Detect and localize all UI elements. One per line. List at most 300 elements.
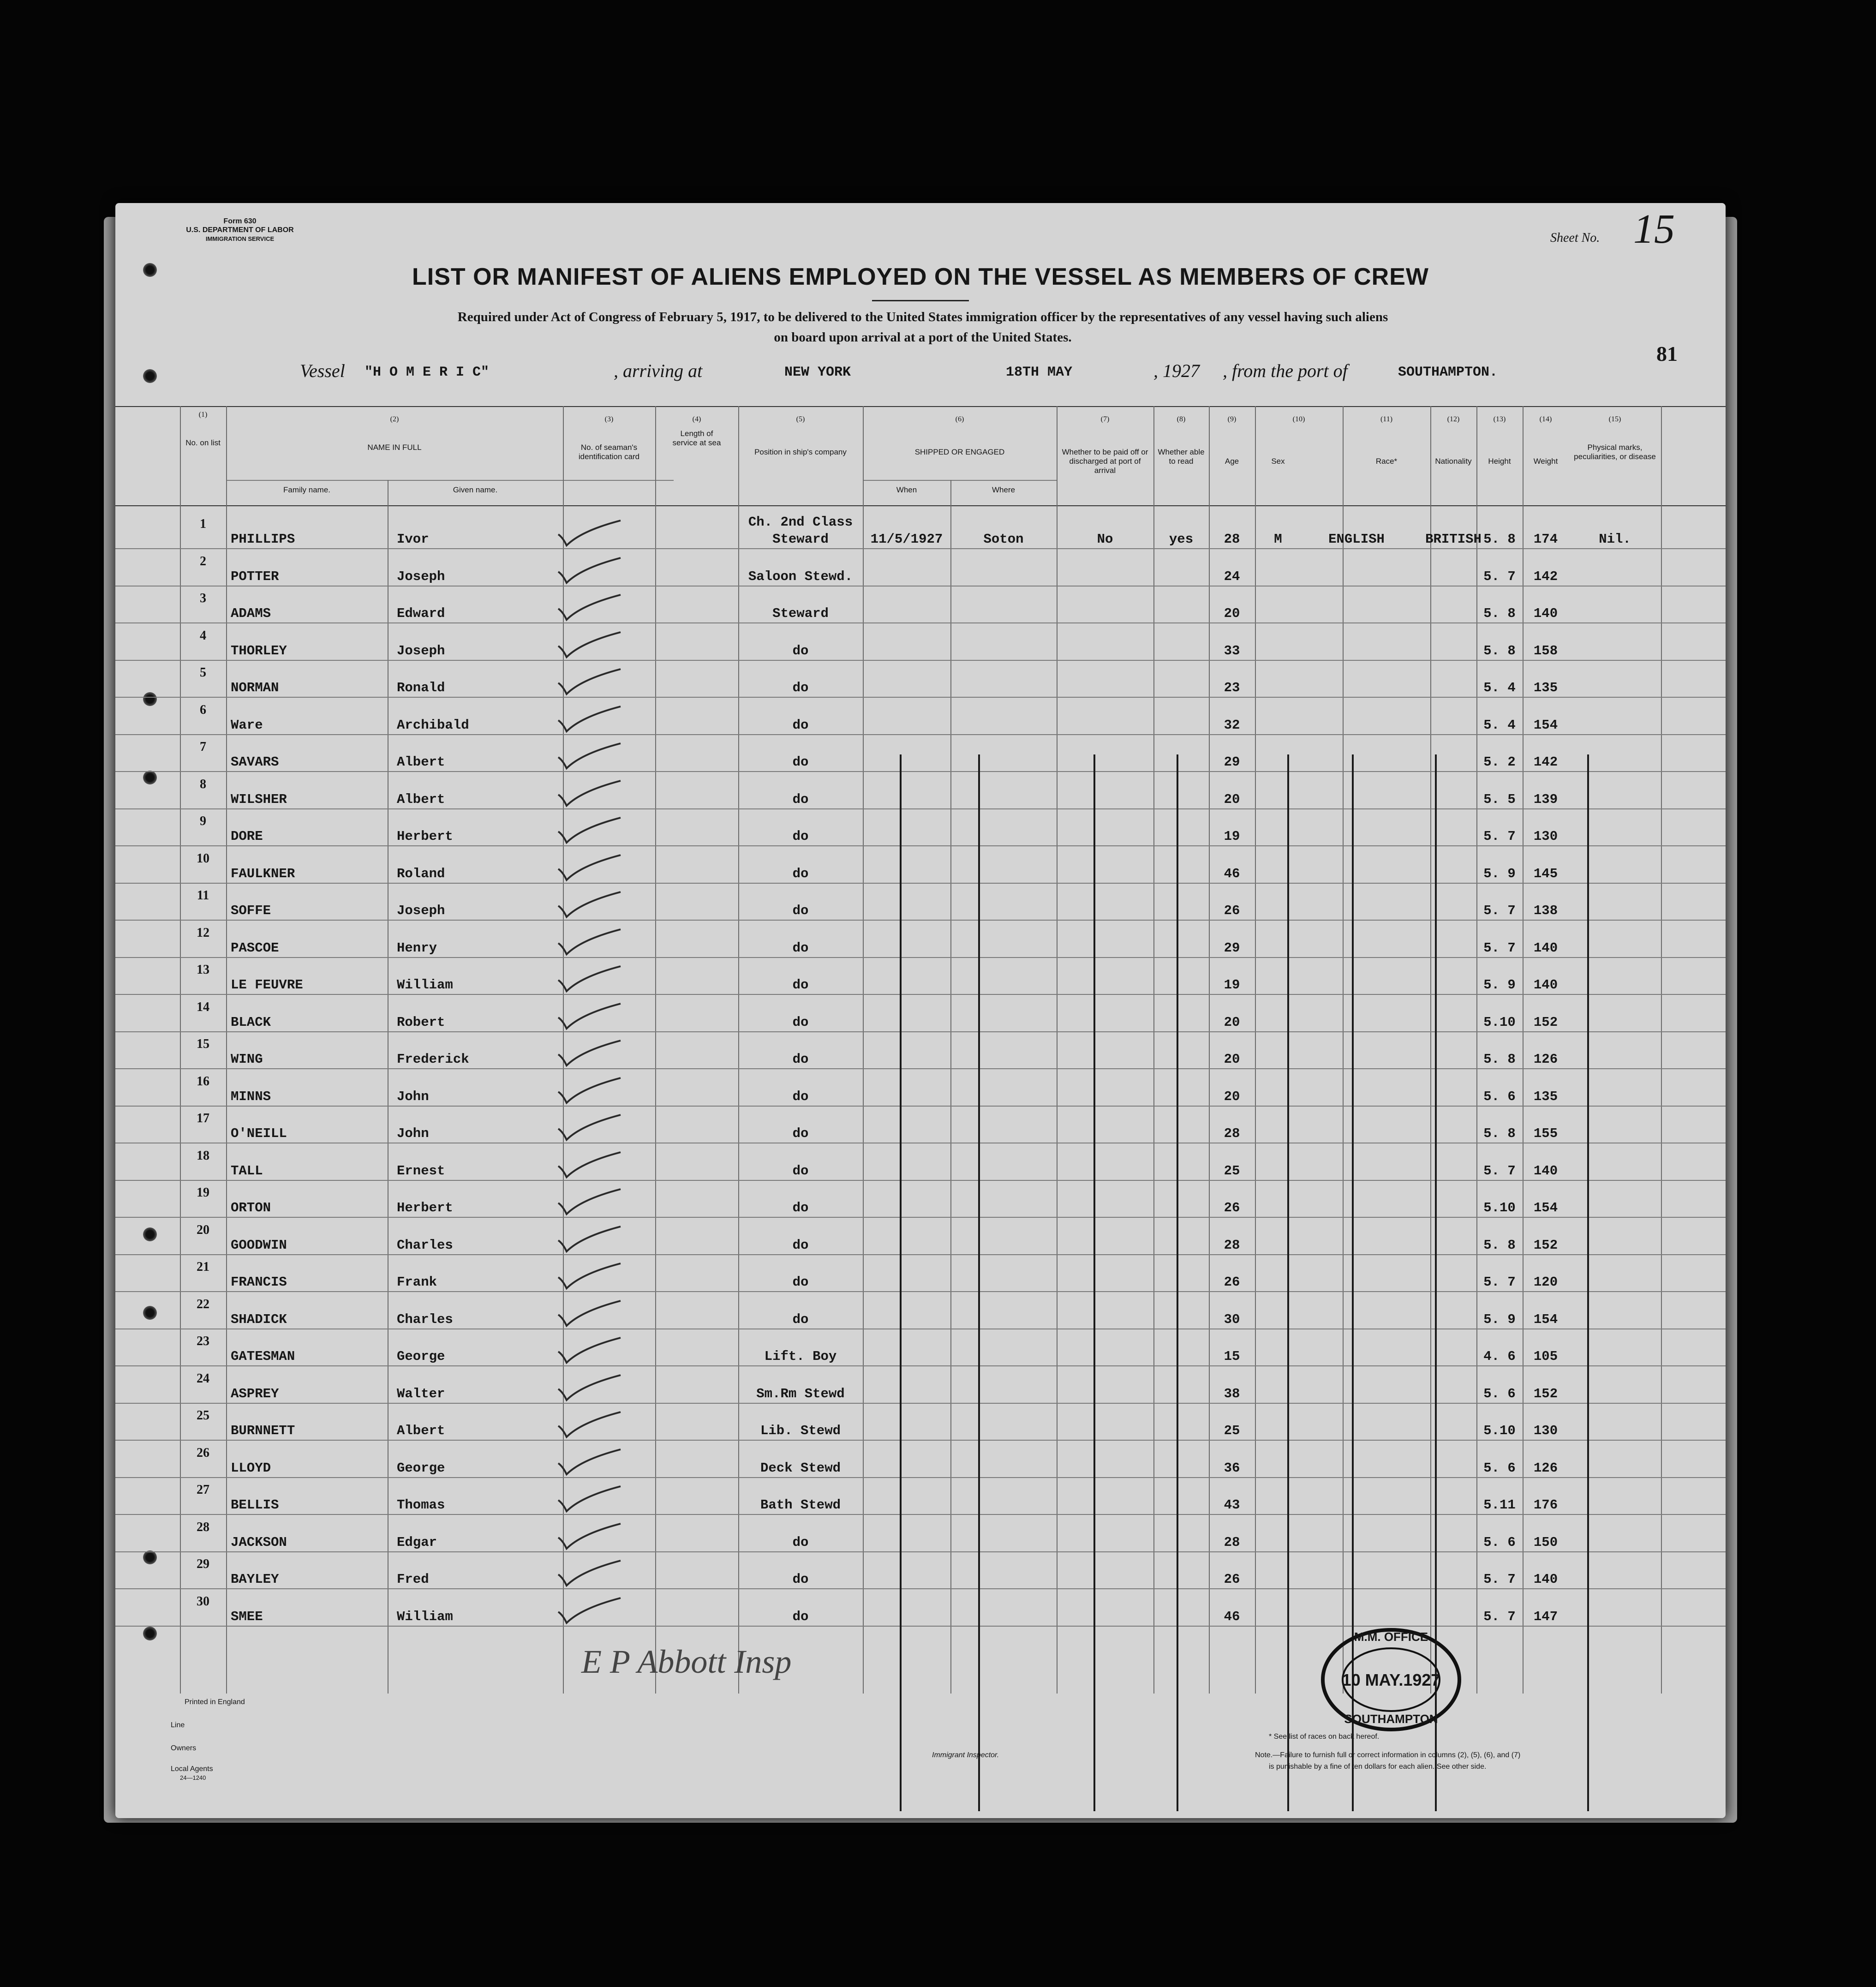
cell-position: do bbox=[792, 1014, 809, 1030]
cell-family: NORMAN bbox=[231, 680, 279, 695]
footer-agents-code: 24—1240 bbox=[180, 1774, 206, 1781]
cell-height: 5. 8 bbox=[1483, 643, 1516, 658]
cell-height: 5. 7 bbox=[1483, 1275, 1516, 1290]
cell-no: 6 bbox=[200, 702, 206, 717]
cell-no: 29 bbox=[197, 1557, 209, 1571]
cell-height: 5. 4 bbox=[1483, 717, 1516, 733]
service: IMMIGRATION SERVICE bbox=[205, 235, 275, 242]
cell-where: Soton bbox=[983, 532, 1024, 547]
cell-given: Henry bbox=[397, 940, 437, 956]
table-row bbox=[115, 735, 1726, 772]
cell-age: 24 bbox=[1224, 569, 1240, 584]
punch-hole bbox=[143, 1627, 157, 1640]
cell-position: Bath Stewd bbox=[760, 1497, 841, 1513]
cell-age: 29 bbox=[1224, 940, 1240, 956]
penalty-note-2: is punishable by a fine of ten dollars for each alien. See other side. bbox=[1269, 1763, 1487, 1771]
col-head-race: Race* bbox=[1375, 457, 1398, 466]
cell-age: 20 bbox=[1224, 1014, 1240, 1030]
cell-no: 1 bbox=[200, 517, 206, 531]
cell-given: Charles bbox=[397, 1237, 453, 1253]
col-num: (6) bbox=[955, 415, 964, 423]
cell-no: 3 bbox=[200, 591, 206, 605]
arrival-year: , 1927 bbox=[1153, 360, 1200, 381]
cell-height: 5. 8 bbox=[1483, 606, 1516, 621]
check-mark bbox=[554, 1446, 627, 1478]
cell-given: Frederick bbox=[397, 1052, 469, 1067]
check-mark bbox=[554, 1111, 627, 1143]
col-head-length: Length of service at sea bbox=[672, 429, 721, 447]
check-mark bbox=[554, 1149, 627, 1181]
cell-weight: 105 bbox=[1533, 1349, 1558, 1364]
cell-family: SOFFE bbox=[231, 903, 271, 918]
cell-height: 5. 6 bbox=[1483, 1089, 1516, 1104]
check-mark bbox=[554, 1334, 627, 1366]
col-sub-family: Family name. bbox=[283, 485, 331, 494]
cell-family: BLACK bbox=[231, 1014, 271, 1030]
cell-weight: 130 bbox=[1533, 1423, 1558, 1438]
cell-family: LLOYD bbox=[231, 1460, 271, 1476]
table-row bbox=[115, 698, 1726, 735]
check-mark bbox=[554, 851, 627, 884]
cell-weight: 138 bbox=[1533, 903, 1558, 918]
cell-family: ASPREY bbox=[231, 1386, 279, 1401]
cell-sex: M bbox=[1274, 532, 1282, 547]
cell-position: do bbox=[792, 1609, 809, 1624]
cell-position: do bbox=[792, 1052, 809, 1067]
col-num: (12) bbox=[1447, 415, 1460, 423]
cell-given: Robert bbox=[397, 1014, 445, 1030]
col-head-age: Age bbox=[1225, 457, 1239, 466]
cell-position: do bbox=[792, 940, 809, 956]
cell-weight: 142 bbox=[1533, 569, 1558, 584]
cell-position: do bbox=[792, 1200, 809, 1215]
header-bottom-rule bbox=[115, 505, 1726, 506]
cell-weight: 154 bbox=[1533, 1311, 1558, 1327]
cell-when: 11/5/1927 bbox=[870, 532, 943, 547]
col-num: (5) bbox=[796, 415, 805, 423]
cell-family: JACKSON bbox=[231, 1534, 287, 1550]
cell-height: 5. 7 bbox=[1483, 903, 1516, 918]
vessel-label: Vessel bbox=[300, 360, 345, 381]
cell-family: DORE bbox=[231, 829, 263, 844]
cell-weight: 145 bbox=[1533, 866, 1558, 881]
cell-weight: 140 bbox=[1533, 940, 1558, 956]
cell-family: GATESMAN bbox=[231, 1349, 295, 1364]
cell-age: 19 bbox=[1224, 829, 1240, 844]
cell-given: Herbert bbox=[397, 829, 453, 844]
cell-position: do bbox=[792, 680, 809, 695]
cell-position: Lib. Stewd bbox=[760, 1423, 841, 1438]
cell-height: 5. 7 bbox=[1483, 829, 1516, 844]
cell-given: Ronald bbox=[397, 680, 445, 695]
table-row bbox=[115, 1181, 1726, 1218]
cell-weight: 142 bbox=[1533, 754, 1558, 770]
cell-position: do bbox=[792, 829, 809, 844]
cell-family: POTTER bbox=[231, 569, 279, 584]
table-row bbox=[115, 1329, 1726, 1366]
cell-given: Thomas bbox=[397, 1497, 445, 1513]
cell-no: 23 bbox=[197, 1334, 209, 1348]
cell-age: 25 bbox=[1224, 1423, 1240, 1438]
col-num: (7) bbox=[1100, 415, 1110, 423]
cell-age: 36 bbox=[1224, 1460, 1240, 1476]
cell-height: 5. 7 bbox=[1483, 1609, 1516, 1624]
check-mark bbox=[554, 1520, 627, 1552]
cell-weight: 139 bbox=[1533, 791, 1558, 807]
col-num: (3) bbox=[604, 415, 614, 423]
form-number: Form 630 bbox=[223, 217, 257, 225]
col-num: (8) bbox=[1177, 415, 1186, 423]
cell-age: 28 bbox=[1224, 1534, 1240, 1550]
footer-agents: Local Agents bbox=[171, 1765, 213, 1773]
cell-weight: 135 bbox=[1533, 680, 1558, 695]
cell-height: 5. 7 bbox=[1483, 940, 1516, 956]
cell-age: 26 bbox=[1224, 1200, 1240, 1215]
cell-given: Joseph bbox=[397, 643, 445, 658]
cell-age: 43 bbox=[1224, 1497, 1240, 1513]
cell-no: 16 bbox=[197, 1074, 209, 1089]
subtitle-line1: Required under Act of Congress of February 5, 1917, to be delivered to the United States immigration officer by the representatives of any vessel having such aliens bbox=[457, 310, 1388, 324]
vessel-name: "H O M E R I C" bbox=[364, 365, 490, 380]
cell-height: 5. 6 bbox=[1483, 1534, 1516, 1550]
cell-no: 25 bbox=[197, 1408, 209, 1423]
table-row bbox=[115, 550, 1726, 587]
ditto-line bbox=[1093, 754, 1095, 1811]
arrival-port: NEW YORK bbox=[784, 365, 851, 380]
table-row bbox=[115, 1218, 1726, 1255]
cell-position: Saloon Stewd. bbox=[748, 569, 853, 584]
check-mark bbox=[554, 1074, 627, 1107]
sheet-number: 15 bbox=[1633, 206, 1675, 252]
cell-no: 19 bbox=[197, 1185, 209, 1200]
inspector-label: Immigrant Inspector. bbox=[932, 1751, 999, 1759]
check-mark bbox=[554, 963, 627, 995]
cell-given: Albert bbox=[397, 1423, 445, 1438]
cell-no: 26 bbox=[197, 1445, 209, 1460]
cell-age: 38 bbox=[1224, 1386, 1240, 1401]
cell-weight: 152 bbox=[1533, 1386, 1558, 1401]
col-num: (14) bbox=[1539, 415, 1552, 423]
cell-given: George bbox=[397, 1349, 445, 1364]
check-mark bbox=[554, 888, 627, 921]
cell-age: 20 bbox=[1224, 1052, 1240, 1067]
cell-weight: 126 bbox=[1533, 1052, 1558, 1067]
cell-given: William bbox=[397, 977, 453, 993]
page-number: 81 bbox=[1656, 342, 1678, 365]
table-row bbox=[115, 995, 1726, 1032]
col-head-sex: Sex bbox=[1271, 457, 1285, 466]
table-row bbox=[115, 1552, 1726, 1589]
cell-height: 5. 4 bbox=[1483, 680, 1516, 695]
cell-age: 28 bbox=[1224, 1126, 1240, 1141]
col-head-marks: Physical marks, peculiarities, or disease bbox=[1574, 443, 1656, 461]
check-mark bbox=[554, 1037, 627, 1069]
row-rule bbox=[115, 1626, 1726, 1627]
cell-family: ADAMS bbox=[231, 606, 271, 621]
ditto-line bbox=[1177, 754, 1178, 1811]
check-mark bbox=[554, 777, 627, 809]
stamp-office: M.M. OFFICE bbox=[1354, 1630, 1428, 1644]
stamp-place: SOUTHAMPTON bbox=[1344, 1712, 1438, 1726]
cell-given: Albert bbox=[397, 791, 445, 807]
check-mark bbox=[554, 814, 627, 846]
col-sub-when: When bbox=[896, 485, 917, 494]
cell-weight: 140 bbox=[1533, 977, 1558, 993]
check-mark bbox=[554, 1371, 627, 1404]
col-num: (4) bbox=[692, 415, 701, 423]
cell-family: SAVARS bbox=[231, 754, 279, 770]
document-title: LIST OR MANIFEST OF ALIENS EMPLOYED ON THE VESSEL AS MEMBERS OF CREW bbox=[412, 263, 1429, 290]
cell-height: 5. 6 bbox=[1483, 1460, 1516, 1476]
cell-weight: 152 bbox=[1533, 1014, 1558, 1030]
cell-weight: 140 bbox=[1533, 1572, 1558, 1587]
title-rule bbox=[872, 300, 969, 301]
cell-height: 5. 7 bbox=[1483, 1163, 1516, 1179]
table-top-rule bbox=[115, 406, 1726, 407]
cell-age: 26 bbox=[1224, 1275, 1240, 1290]
col-num: (2) bbox=[390, 415, 399, 423]
arrival-date: 18TH MAY bbox=[1006, 365, 1073, 380]
ditto-line bbox=[1287, 754, 1289, 1811]
cell-weight: 135 bbox=[1533, 1089, 1558, 1104]
check-mark bbox=[554, 1408, 627, 1441]
subtitle bbox=[300, 307, 1546, 347]
cell-family: WILSHER bbox=[231, 791, 287, 807]
table-row bbox=[115, 884, 1726, 921]
cell-age: 20 bbox=[1224, 791, 1240, 807]
col-head-id-card: No. of seaman's identification card bbox=[578, 443, 640, 461]
cell-position: do bbox=[792, 1126, 809, 1141]
cell-height: 5. 6 bbox=[1483, 1386, 1516, 1401]
cell-weight: 154 bbox=[1533, 1200, 1558, 1215]
from-label: , from the port of bbox=[1223, 360, 1348, 381]
cell-family: ORTON bbox=[231, 1200, 271, 1215]
cell-age: 30 bbox=[1224, 1311, 1240, 1327]
cell-height: 4. 6 bbox=[1483, 1349, 1516, 1364]
cell-family: SMEE bbox=[231, 1609, 263, 1624]
cell-given: Albert bbox=[397, 754, 445, 770]
cell-age: 20 bbox=[1224, 606, 1240, 621]
cell-height: 5.11 bbox=[1483, 1497, 1516, 1513]
ditto-line bbox=[978, 754, 980, 1811]
cell-given: Roland bbox=[397, 866, 445, 881]
cell-family: FRANCIS bbox=[231, 1275, 287, 1290]
cell-given: William bbox=[397, 1609, 453, 1624]
table-row bbox=[115, 1255, 1726, 1292]
cell-position: do bbox=[792, 754, 809, 770]
cell-no: 18 bbox=[197, 1148, 209, 1163]
cell-position: do bbox=[792, 1089, 809, 1104]
cell-given: Charles bbox=[397, 1311, 453, 1327]
table-row bbox=[115, 512, 1726, 549]
check-mark bbox=[554, 1557, 627, 1589]
cell-height: 5. 7 bbox=[1483, 569, 1516, 584]
col-head-weight: Weight bbox=[1533, 457, 1558, 466]
table-row bbox=[115, 661, 1726, 698]
cell-position: do bbox=[792, 903, 809, 918]
cell-position: Ch. 2nd Class bbox=[748, 515, 853, 530]
races-note: * See list of races on back hereof. bbox=[1269, 1733, 1380, 1741]
cell-height: 5. 9 bbox=[1483, 1311, 1516, 1327]
cell-given: Edward bbox=[397, 606, 445, 621]
cell-given: Ernest bbox=[397, 1163, 445, 1179]
cell-weight: 140 bbox=[1533, 606, 1558, 621]
cell-no: 14 bbox=[197, 999, 209, 1014]
col-num: (13) bbox=[1493, 415, 1506, 423]
cell-no: 10 bbox=[197, 851, 209, 866]
ditto-line bbox=[900, 754, 902, 1811]
cell-position: Steward bbox=[772, 606, 829, 621]
cell-no: 22 bbox=[197, 1297, 209, 1311]
cell-given: Joseph bbox=[397, 903, 445, 918]
cell-position: do bbox=[792, 643, 809, 658]
cell-age: 25 bbox=[1224, 1163, 1240, 1179]
cell-weight: 150 bbox=[1533, 1534, 1558, 1550]
cell-family: BELLIS bbox=[231, 1497, 279, 1513]
cell-height: 5. 9 bbox=[1483, 866, 1516, 881]
cell-height: 5. 2 bbox=[1483, 754, 1516, 770]
cell-given: Herbert bbox=[397, 1200, 453, 1215]
cell-no: 20 bbox=[197, 1222, 209, 1237]
cell-age: 33 bbox=[1224, 643, 1240, 658]
check-mark bbox=[554, 628, 627, 661]
cell-no: 24 bbox=[197, 1371, 209, 1386]
cell-nationality: BRITISH bbox=[1425, 532, 1482, 547]
cell-weight: 176 bbox=[1533, 1497, 1558, 1513]
table-row bbox=[115, 772, 1726, 809]
cell-family: BAYLEY bbox=[231, 1572, 279, 1587]
penalty-note-1: Note.—Failure to furnish full or correct information in columns (2), (5), (6), and (7) bbox=[1255, 1751, 1521, 1759]
cell-age: 15 bbox=[1224, 1349, 1240, 1364]
cell-no: 4 bbox=[200, 628, 206, 643]
cell-position: do bbox=[792, 1237, 809, 1253]
table-row bbox=[115, 1070, 1726, 1107]
col-head-position: Position in ship's company bbox=[754, 448, 847, 456]
cell-weight: 154 bbox=[1533, 717, 1558, 733]
cell-height: 5. 8 bbox=[1483, 532, 1516, 547]
col-head-name: NAME IN FULL bbox=[367, 443, 422, 452]
cell-given: Ivor bbox=[397, 532, 429, 547]
cell-family: TALL bbox=[231, 1163, 263, 1179]
inspector-signature: E P Abbott Insp bbox=[581, 1643, 792, 1680]
col-head-paid-off: Whether to be paid off or discharged at port of arrival bbox=[1062, 448, 1148, 475]
shipped-sub-rule bbox=[863, 480, 1057, 481]
cell-age: 28 bbox=[1224, 532, 1240, 547]
cell-read: yes bbox=[1169, 532, 1194, 547]
cell-no: 11 bbox=[197, 888, 209, 903]
cell-position-line2: Steward bbox=[772, 532, 829, 547]
cell-no: 5 bbox=[200, 665, 206, 680]
cell-age: 32 bbox=[1224, 717, 1240, 733]
col-head-shipped: SHIPPED OR ENGAGED bbox=[914, 448, 1005, 456]
cell-weight: 152 bbox=[1533, 1237, 1558, 1253]
cell-given: Walter bbox=[397, 1386, 445, 1401]
punch-hole bbox=[143, 369, 157, 383]
check-mark bbox=[554, 1000, 627, 1032]
footer-line: Line bbox=[171, 1721, 185, 1729]
table-row bbox=[115, 1144, 1726, 1181]
cell-family: BURNNETT bbox=[231, 1423, 295, 1438]
cell-age: 28 bbox=[1224, 1237, 1240, 1253]
cell-family: GOODWIN bbox=[231, 1237, 287, 1253]
col-head-nationality: Nationality bbox=[1435, 457, 1472, 466]
cell-position: do bbox=[792, 1311, 809, 1327]
check-mark bbox=[554, 591, 627, 623]
cell-given: Joseph bbox=[397, 569, 445, 584]
check-mark bbox=[554, 1483, 627, 1515]
cell-no: 8 bbox=[200, 777, 206, 791]
table-row bbox=[115, 847, 1726, 884]
table-row bbox=[115, 958, 1726, 995]
col-head-height: Height bbox=[1488, 457, 1511, 466]
cell-position: Lift. Boy bbox=[764, 1349, 837, 1364]
cell-given: Archibald bbox=[397, 717, 469, 733]
check-mark bbox=[554, 1260, 627, 1292]
cell-family: THORLEY bbox=[231, 643, 287, 658]
cell-age: 26 bbox=[1224, 1572, 1240, 1587]
stamp-date: 10 MAY.1927 bbox=[1342, 1670, 1440, 1689]
cell-height: 5. 8 bbox=[1483, 1052, 1516, 1067]
check-mark bbox=[554, 554, 627, 587]
cell-weight: 147 bbox=[1533, 1609, 1558, 1624]
cell-no: 15 bbox=[197, 1037, 209, 1051]
table-row bbox=[115, 1107, 1726, 1143]
cell-family: SHADICK bbox=[231, 1311, 287, 1327]
check-mark bbox=[554, 517, 627, 549]
cell-weight: 155 bbox=[1533, 1126, 1558, 1141]
col-num: (1) bbox=[198, 411, 208, 419]
cell-family: MINNS bbox=[231, 1089, 271, 1104]
col-num: (10) bbox=[1292, 415, 1305, 423]
cell-given: Fred bbox=[397, 1572, 429, 1587]
name-sub-rule bbox=[226, 480, 674, 481]
cell-weight: 120 bbox=[1533, 1275, 1558, 1290]
cell-height: 5. 8 bbox=[1483, 1126, 1516, 1141]
cell-no: 17 bbox=[197, 1111, 209, 1125]
check-mark bbox=[554, 1594, 627, 1627]
cell-position: do bbox=[792, 717, 809, 733]
cell-position: do bbox=[792, 866, 809, 881]
cell-no: 27 bbox=[197, 1483, 209, 1497]
col-sub-where: Where bbox=[992, 485, 1016, 494]
cell-age: 46 bbox=[1224, 866, 1240, 881]
cell-position: Deck Stewd bbox=[760, 1460, 841, 1476]
table-row bbox=[115, 921, 1726, 958]
cell-given: Edgar bbox=[397, 1534, 437, 1550]
check-mark bbox=[554, 665, 627, 698]
cell-family: Ware bbox=[231, 717, 263, 733]
table-row bbox=[115, 1590, 1726, 1627]
cell-position: Sm.Rm Stewd bbox=[756, 1386, 845, 1401]
cell-family: WING bbox=[231, 1052, 263, 1067]
col-head-no: No. on list bbox=[185, 438, 221, 447]
cell-height: 5.10 bbox=[1483, 1423, 1516, 1438]
col-num: (15) bbox=[1608, 415, 1621, 423]
cell-weight: 130 bbox=[1533, 829, 1558, 844]
cell-position: do bbox=[792, 1534, 809, 1550]
col-head-read: Whether able to read bbox=[1158, 448, 1205, 466]
cell-given: John bbox=[397, 1126, 429, 1141]
table-row bbox=[115, 1478, 1726, 1515]
departure-port: SOUTHAMPTON. bbox=[1398, 365, 1498, 380]
sheet-label: Sheet No. bbox=[1550, 231, 1600, 245]
table-row bbox=[115, 1367, 1726, 1404]
cell-height: 5.10 bbox=[1483, 1014, 1516, 1030]
department: U.S. DEPARTMENT OF LABOR bbox=[186, 226, 294, 234]
cell-no: 21 bbox=[197, 1260, 209, 1274]
table-row bbox=[115, 1441, 1726, 1478]
check-mark bbox=[554, 740, 627, 772]
